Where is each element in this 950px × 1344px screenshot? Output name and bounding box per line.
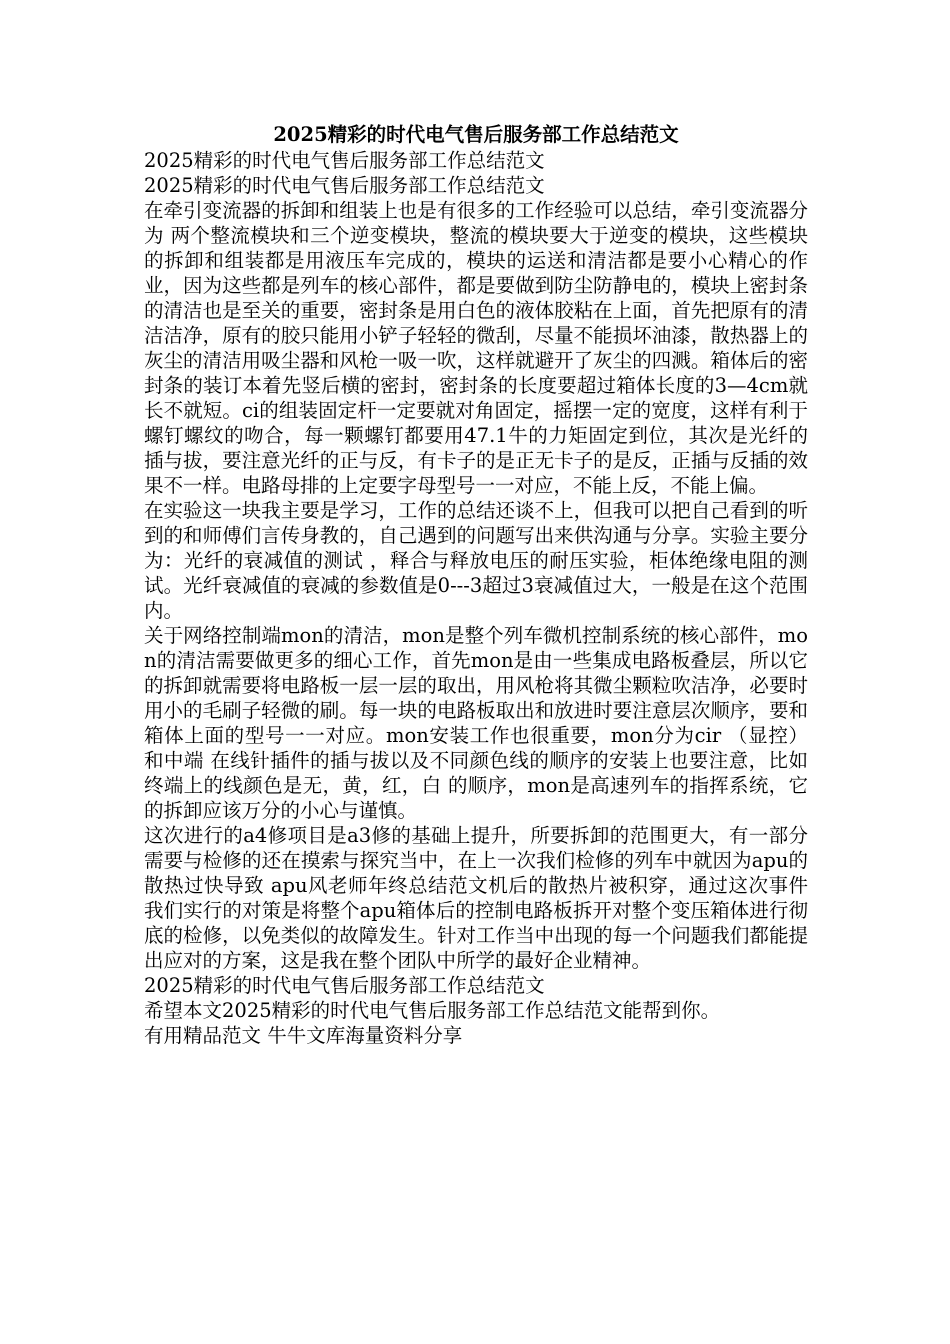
paragraph-mon-cleaning: 关于网络控制端mon的清洁，mon是整个列车微机控制系统的核心部件，mon的清洁需要做更多的细心工作，首先mon是由一些集成电路板叠层，所以它的拆卸就需要将电路板一层一层的取出，用风枪将其微尘颗粒吹洁净，必要时用小的毛刷子轻微的刷。每一块的电路板取出和放进时要注意层次顺序，要和箱体上面的型号一一对应。mon安装工作也很重要，mon分为cir （显控）和中端 在线针插件的插与拔以及不同颜色线的顺序的安装上也要注意，比如终端上的线颜色是无，黄，红，白 的顺序，mon是高速列车的指挥系统，它的拆卸应该万分的小心与谨慎。: [144, 624, 808, 822]
document-subtitle: 2025精彩的时代电气售后服务部工作总结范文: [144, 174, 545, 197]
closing-title: 2025精彩的时代电气售后服务部工作总结范文: [144, 974, 545, 997]
document-title: 2025精彩的时代电气售后服务部工作总结范文: [273, 123, 679, 146]
document-page: [144, 122, 808, 1048]
footer-note: 有用精品范文 牛牛文库海量资料分享: [144, 1024, 463, 1047]
document-subtitle: 2025精彩的时代电气售后服务部工作总结范文: [144, 149, 545, 172]
paragraph-traction-converter: 在牵引变流器的拆卸和组装上也是有很多的工作经验可以总结，牵引变流器分为 两个整流模块和三个逆变模块，整流的模块要大于逆变的模块，这些模块的拆卸和组装都是用液压车完成的，模块的运送和清洁都是要小心精心的作业，因为这些都是列车的核心部件，都是要做到防尘防静电的，模块上密封条的清洁也是至关的重要，密封条是用白色的液体胶粘在上面，首先把原有的清洁洁净，原有的胶只能用小铲子轻轻的微刮，尽量不能损坏油漆，散热器上的灰尘的清洁用吸尘器和风枪一吸一吹，这样就避开了灰尘的四溅。箱体后的密封条的装订本着先竖后横的密封，密封条的长度要超过箱体长度的3—4cm就长不就短。ci的组装固定杆一定要就对角固定，摇摆一定的宽度，这样有利于螺钉螺纹的吻合，每一颗螺钉都要用47.1牛的力矩固定到位，其次是光纤的插与拔，要注意光纤的正与反，有卡子的是正无卡子的是反，正插与反插的效果不一样。电路母排的上定要字母型号一一对应，不能上反，不能上偏。: [144, 199, 808, 497]
paragraph-a4-repair: 这次进行的a4修项目是a3修的基础上提升，所要拆卸的范围更大，有一部分需要与检修的还在摸索与探究当中，在上一次我们检修的列车中就因为apu的散热过快导致 apu风老师年终总结范文机后的散热片被积穿，通过这次事件我们实行的对策是将整个apu箱体后的控制电路板拆开对整个变压箱体进行彻底的检修，以免类似的故障发生。针对工作当中出现的每一个问题我们都能提出应对的方案，这是我在整个团队中所学的最好企业精神。: [144, 824, 808, 972]
closing-wish: 希望本文2025精彩的时代电气售后服务部工作总结范文能帮到你。: [144, 999, 721, 1022]
paragraph-experiments: 在实验这一块我主要是学习，工作的总结还谈不上，但我可以把自己看到的听到的和师傅们言传身教的，自己遇到的问题写出来供沟通与分享。实验主要分为：光纤的衰减值的测试 ，释合与释放电压的耐压实验，柜体绝缘电阻的测试。光纤衰减值的衰减的参数值是0---3超过3衰减值过大，一般是在这个范围内。: [144, 499, 808, 622]
